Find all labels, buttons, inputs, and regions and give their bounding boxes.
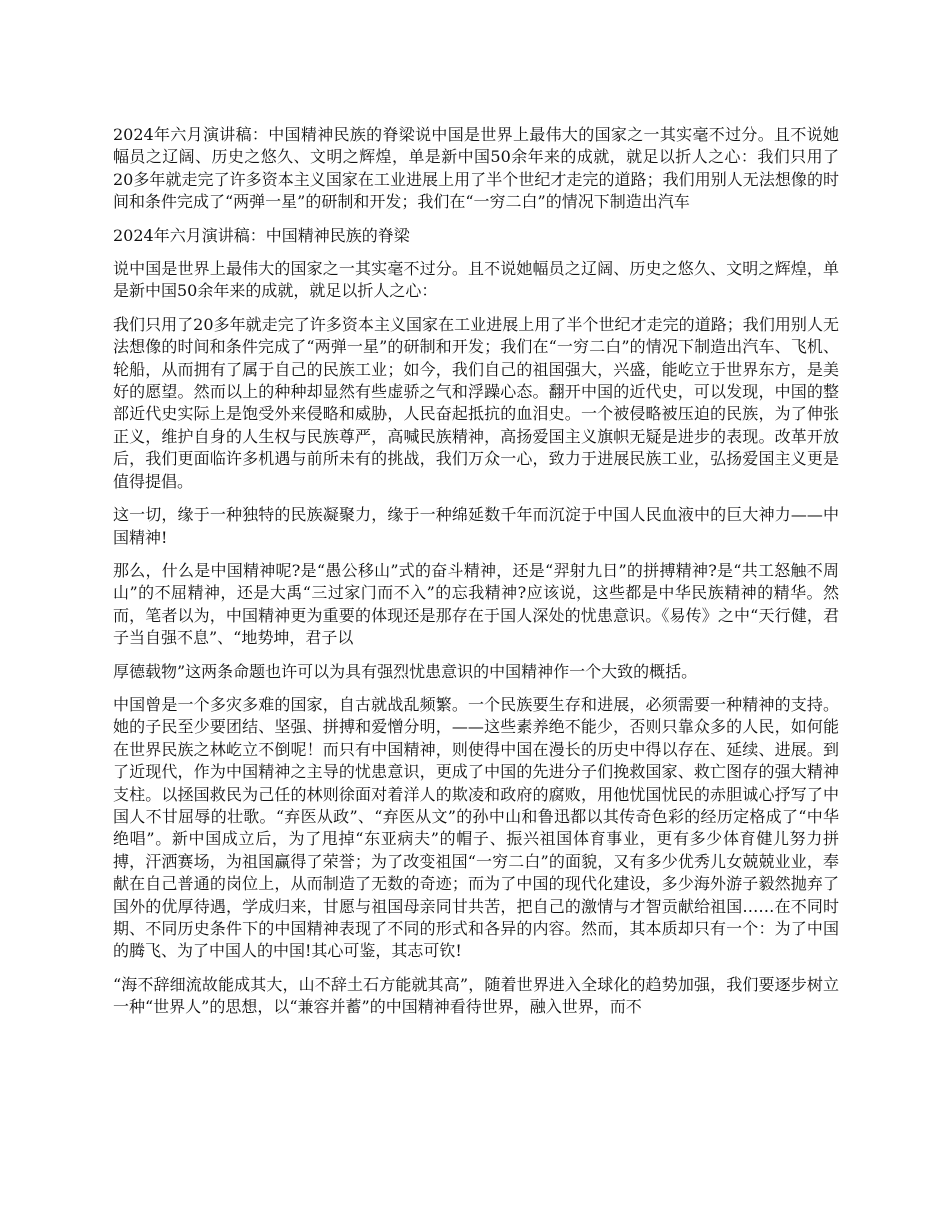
body-paragraph: 我们只用了20多年就走完了许多资本主义国家在工业进展上用了半个世纪才走完的道路；我们用别人无法想像的时间和条件完成了“两弹一星”的研制和开发；我们在“一穷二白”的情况下制造出汽车、飞机、轮船，从而拥有了属于自己的民族工业；如今，我们自己的祖国强大，兴盛，能屹立于世界东方，是美好的愿望。然而以上的种种却显然有些虚骄之气和浮躁心态。翻开中国的近代史，可以发现，中国的整部近代史实际上是饱受外来侵略和威胁，人民奋起抵抗的血泪史。一个被侵略被压迫的民族，为了伸张正义，维护自身的人生权与民族尊严，高喊民族精神，高扬爱国主义旗帜无疑是进步的表现。改革开放后，我们更面临许多机遇与前所未有的挑战，我们万众一心，致力于进展民族工业，弘扬爱国主义更是值得提倡。 — [113, 314, 839, 491]
body-paragraph: 中国曾是一个多灾多难的国家，自古就战乱频繁。一个民族要生存和进展，必须需要一种精神的支持。她的子民至少要团结、坚强、拼搏和爱憎分明，——这些素养绝不能少，否则只靠众多的人民，如何能在世界民族之林屹立不倒呢！而只有中国精神，则使得中国在漫长的历史中得以存在、延续、进展。到了近现代，作为中国精神之主导的忧患意识，更成了中国的先进分子们挽救国家、救亡图存的强大精神支柱。以拯国救民为己任的林则徐面对着洋人的欺凌和政府的腐败，用他忧国忧民的赤胆诚心抒写了中国人不甘屈辱的壮歌。“弃医从政”、“弃医从文”的孙中山和鲁迅都以其传奇色彩的经历定格成了“中华绝唱”。新中国成立后，为了甩掉“东亚病夫”的帽子、振兴祖国体育事业，更有多少体育健儿努力拼搏，汗洒赛场，为祖国赢得了荣誉；为了改变祖国“一穷二白”的面貌，又有多少优秀儿女兢兢业业，奉献在自己普通的岗位上，从而制造了无数的奇迹；而为了中国的现代化建设，多少海外游子毅然抛弃了国外的优厚待遇，学成归来，甘愿与祖国母亲同甘共苦，把自己的激情与才智贡献给祖国……在不同时期、不同历史条件下的中国精神表现了不同的形式和各异的内容。然而，其本质却只有一个：为了中国的腾飞、为了中国人的中国!其心可鉴，其志可钦! — [113, 694, 839, 961]
body-paragraph: 那么，什么是中国精神呢?是“愚公移山”式的奋斗精神，还是“羿射九日”的拼搏精神?是“共工怒触不周山”的不屈精神，还是大禹“三过家门而不入”的忘我精神?应该说，这些都是中华民族精神的精华。然而，笔者以为，中国精神更为重要的体现还是那存在于国人深处的忧患意识。《易传》之中“天行健，君子当自强不息”、“地势坤，君子以 — [113, 560, 839, 648]
intro-paragraph: 2024年六月演讲稿：中国精神民族的脊梁说中国是世界上最伟大的国家之一其实毫不过分。且不说她幅员之辽阔、历史之悠久、文明之辉煌，单是新中国50余年来的成就，就足以折人之心：我们只用了20多年就走完了许多资本主义国家在工业进展上用了半个世纪才走完的道路；我们用别人无法想像的时间和条件完成了“两弹一星”的研制和开发；我们在“一穷二白”的情况下制造出汽车 — [113, 125, 839, 212]
document-body — [113, 124, 839, 1030]
body-paragraph: 厚德载物”这两条命题也许可以为具有强烈忧患意识的中国精神作一个大致的概括。 — [113, 661, 698, 681]
body-paragraph: 说中国是世界上最伟大的国家之一其实毫不过分。且不说她幅员之辽阔、历史之悠久、文明之辉煌，单是新中国50余年来的成就，就足以折人之心： — [113, 259, 839, 301]
body-paragraph: “海不辞细流故能成其大，山不辞土石方能就其高”，随着世界进入全球化的趋势加强，我们要逐步树立一种“世界人”的思想，以“兼容并蓄”的中国精神看待世界，融入世界，而不 — [113, 974, 839, 1017]
title-paragraph: 2024年六月演讲稿：中国精神民族的脊梁 — [113, 225, 410, 245]
body-paragraph: 这一切，缘于一种独特的民族凝聚力，缘于一种绵延数千年而沉淀于中国人民血液中的巨大神力——中国精神! — [113, 505, 839, 547]
